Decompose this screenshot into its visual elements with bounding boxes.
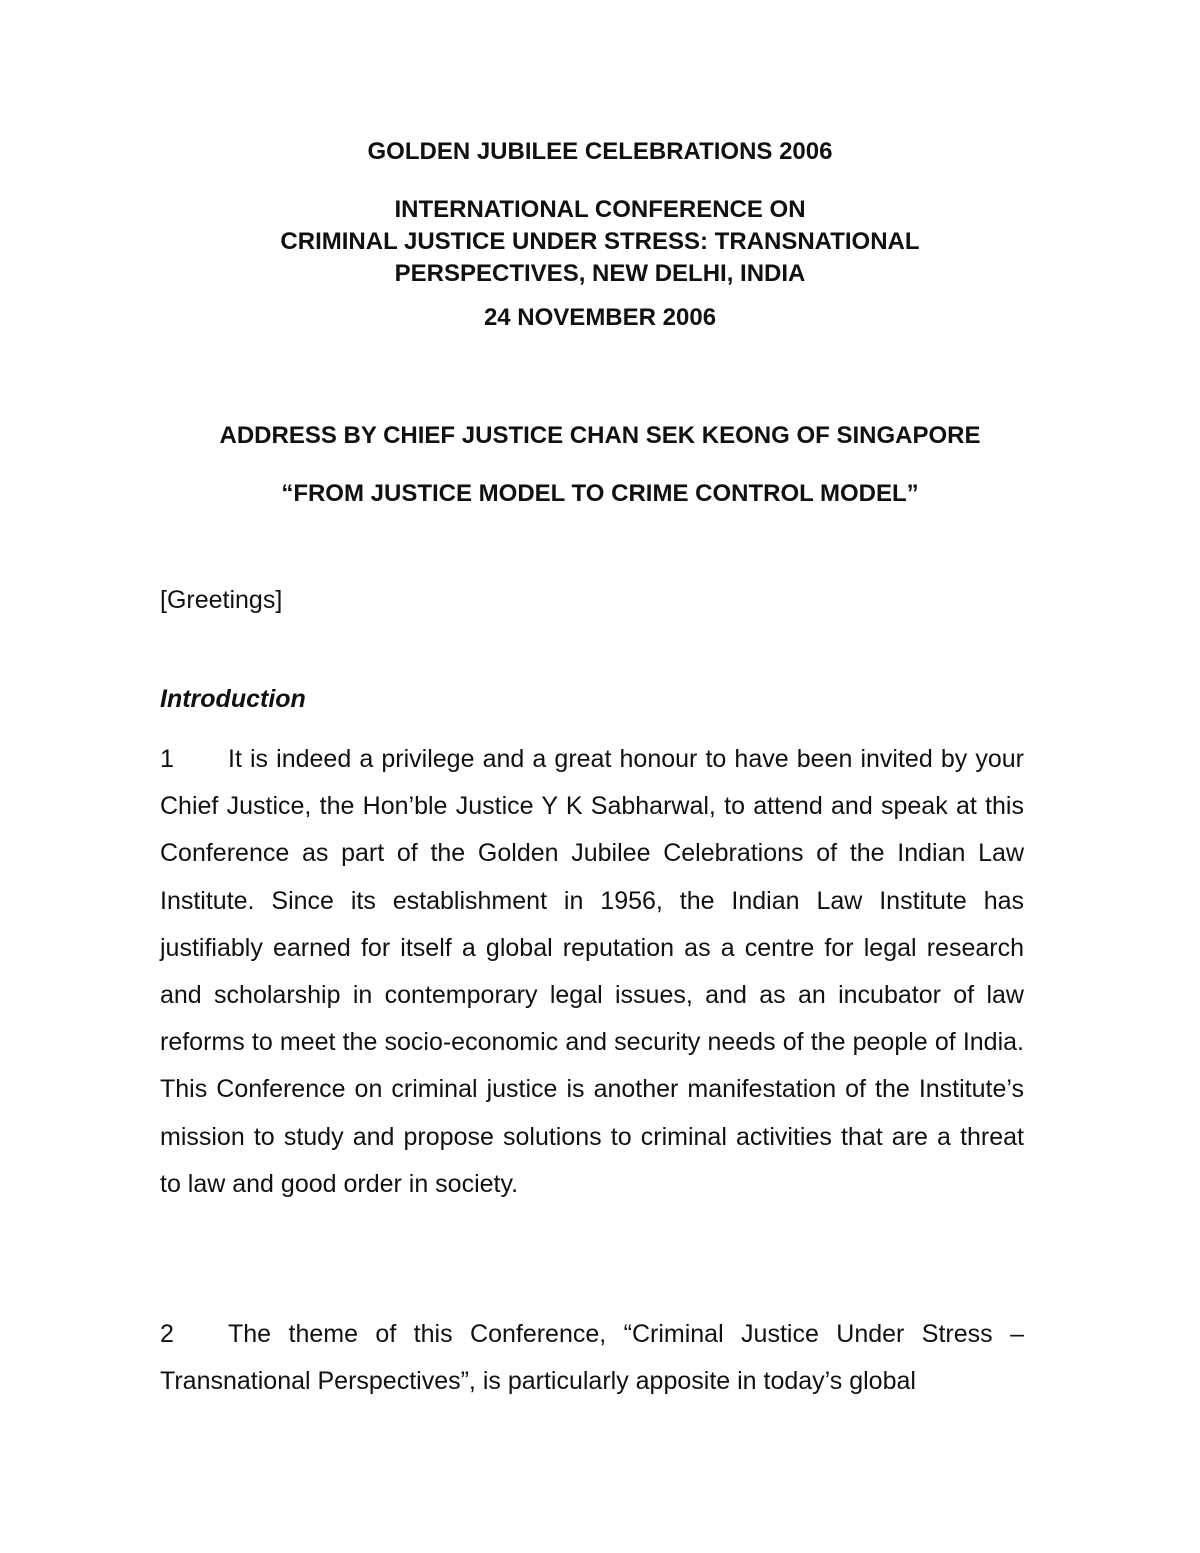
paragraph-number: 1 bbox=[160, 745, 174, 773]
paragraph-text: It is indeed a privilege and a great honour to have been invited by your Chief Justice, the Hon’ble Justice Y K Sabharwal, to attend and speak at this Conference as part of the Golden Jubilee Celebrations of the Indian Law Institute. Since its establishment in 1956, the Indian Law Institute has justifiably earned for itself a global reputation as a centre for legal research and scholarship in contemporary legal issues, and as an incubator of law reforms to meet the socio-economic and security needs of the people of India. This Conference on criminal justice is another manifestation of the Institute’s mission to study and propose solutions to criminal activities that are a threat to law and good order in society. bbox=[160, 745, 1024, 1198]
address-title: “FROM JUSTICE MODEL TO CRIME CONTROL MODEL” bbox=[281, 480, 919, 507]
paragraph-1 bbox=[160, 736, 1024, 1208]
paragraph-2 bbox=[160, 1311, 1024, 1405]
conference-title-line-1: INTERNATIONAL CONFERENCE ON bbox=[394, 196, 806, 223]
paragraph-number: 2 bbox=[160, 1320, 174, 1348]
event-title: GOLDEN JUBILEE CELEBRATIONS 2006 bbox=[367, 138, 833, 165]
conference-title-line-3: PERSPECTIVES, NEW DELHI, INDIA bbox=[394, 260, 806, 287]
greetings-text: [Greetings] bbox=[160, 586, 283, 614]
section-heading: Introduction bbox=[160, 685, 306, 713]
address-byline: ADDRESS BY CHIEF JUSTICE CHAN SEK KEONG OF SINGAPORE bbox=[219, 422, 981, 449]
paragraph-text: The theme of this Conference, “Criminal Justice Under Stress – Transnational Perspectives”, is particularly apposite in today’s global bbox=[160, 1320, 1024, 1396]
conference-title-line-2: CRIMINAL JUSTICE UNDER STRESS: TRANSNATIONAL bbox=[280, 228, 920, 255]
conference-date: 24 NOVEMBER 2006 bbox=[483, 304, 717, 331]
